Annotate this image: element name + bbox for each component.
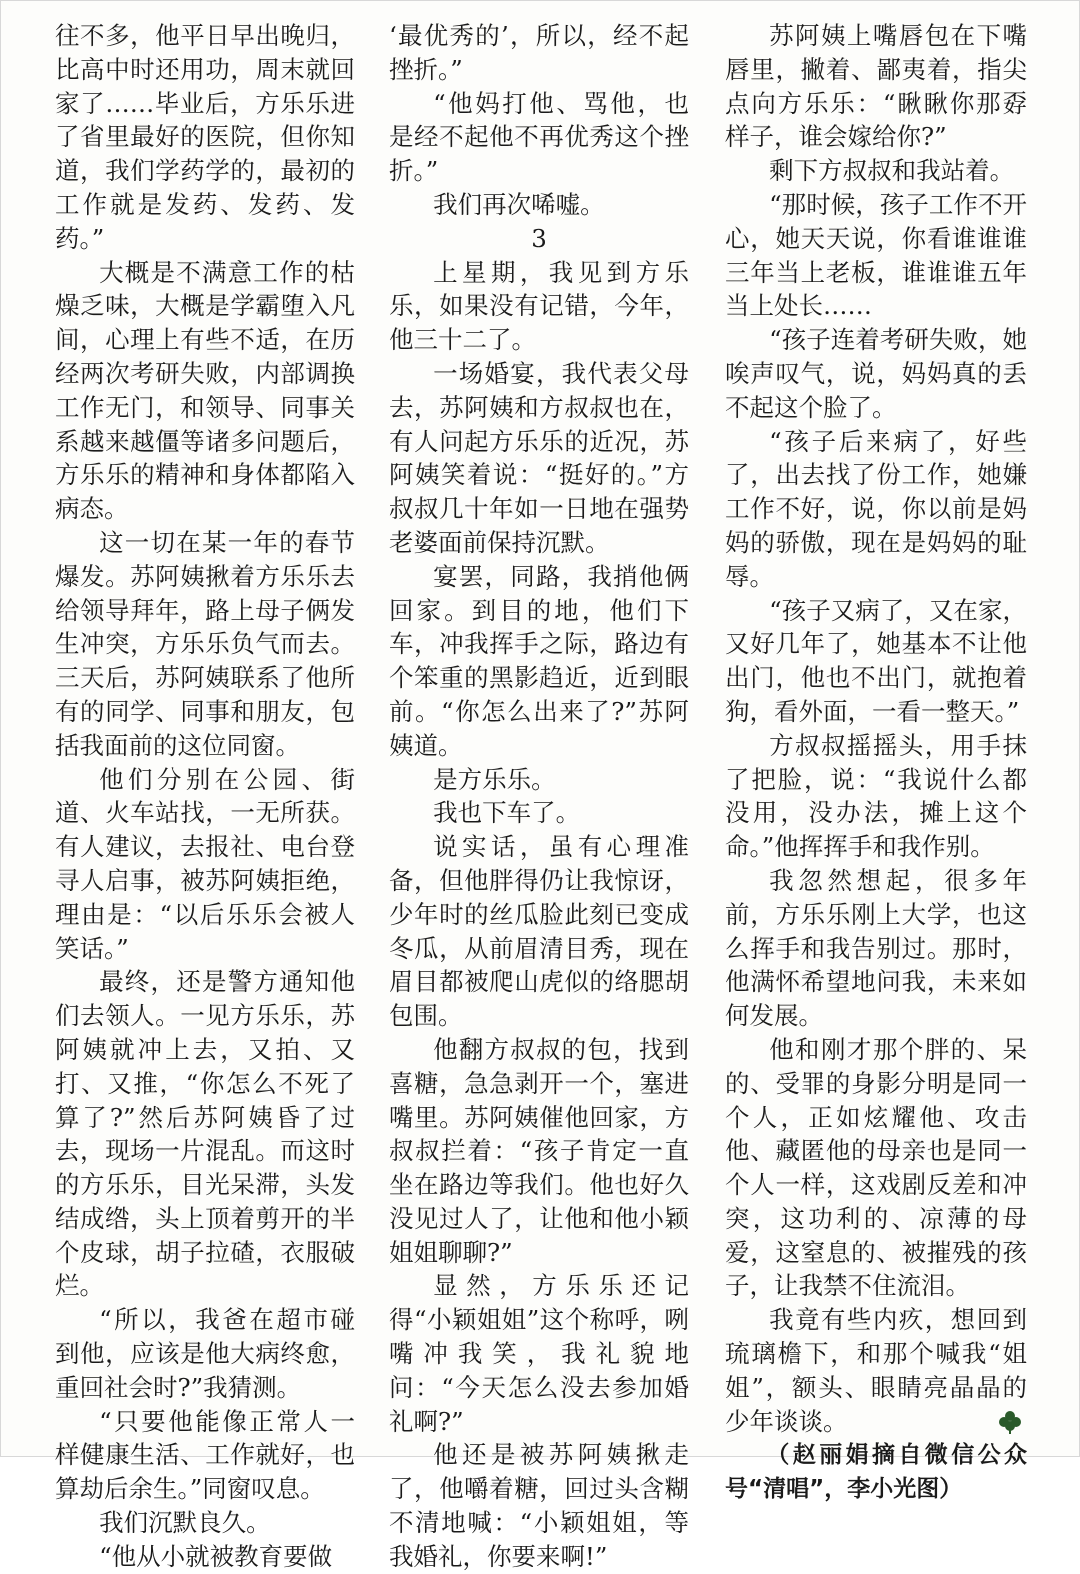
paragraph-text: “孩子连着考研失败，她唉声叹气，说，妈妈真的丢不起这个脸了。 bbox=[725, 325, 1027, 422]
body-paragraph bbox=[725, 594, 1027, 729]
paragraph-text: “只要他能像正常人一样健康生活、工作就好，也算劫后余生。”同窗叹息。 bbox=[55, 1406, 355, 1504]
paragraph-text: 方叔叔摇摇头，用手抹了把脸，说：“我说什么都没用，没办法，摊上这个命。”他挥挥手和我作别。 bbox=[725, 730, 1027, 862]
body-paragraph bbox=[725, 864, 1027, 1033]
paragraph-text: 他还是被苏阿姨揪走了，他嚼着糖，回过头含糊不清地喊：“小颖姐姐，等我婚礼，你要来啊!” bbox=[389, 1440, 689, 1571]
body-paragraph bbox=[389, 796, 689, 830]
body-paragraph bbox=[725, 154, 1027, 188]
text-column-2 bbox=[389, 19, 689, 1574]
body-paragraph bbox=[725, 425, 1027, 594]
body-paragraph bbox=[55, 526, 355, 763]
paragraph-text: “他妈打他、骂他，也是经不起他不再优秀这个挫折。” bbox=[389, 88, 689, 186]
body-paragraph bbox=[725, 19, 1027, 154]
body-paragraph bbox=[55, 1540, 355, 1574]
paragraph-text: 上星期，我见到方乐乐，如果没有记错，今年，他三十二了。 bbox=[389, 257, 689, 355]
paragraph-text: 宴罢，同路，我捎他俩回家。到目的地，他们下车，冲我挥手之际，路边有个笨重的黑影趋近，近到眼前。“你怎么出来了?”苏阿姨道。 bbox=[389, 561, 689, 760]
paragraph-text: 他和刚才那个胖的、呆的、受罪的身影分明是同一个人，正如炫耀他、攻击他、藏匿他的母亲也是同一个人一样，这戏剧反差和冲突，这功利的、凉薄的母爱，这窒息的、被摧残的孩子，让我禁不住流泪。 bbox=[725, 1034, 1027, 1301]
paragraph-text: 最终，还是警方通知他们去领人。一见方乐乐，苏阿姨就冲上去，又拍、又打、又推，“你怎么不死了算了?”然后苏阿姨昏了过去，现场一片混乱。而这时的方乐乐，目光呆滞，头发结成绺，头上顶着剪开的半个皮球，胡子拉碴，衣服破烂。 bbox=[55, 967, 355, 1301]
paragraph-text: “所以，我爸在超市碰到他，应该是他大病终愈，重回社会时?”我猜测。 bbox=[55, 1305, 355, 1402]
paragraph-text: 他翻方叔叔的包，找到喜糖，急急剥开一个，塞进嘴里。苏阿姨催他回家，方叔叔拦着：“孩子肯定一直坐在路边等我们。他也好久没见过人了，让他和他小颖姐姐聊聊?” bbox=[389, 1034, 689, 1267]
paragraph-text: 我们再次唏嘘。 bbox=[433, 189, 605, 219]
body-paragraph bbox=[55, 256, 355, 526]
paragraph-text: （赵丽娟摘自微信公众号“清唱”，李小光图） bbox=[725, 1442, 1027, 1503]
body-paragraph bbox=[389, 188, 689, 222]
body-paragraph bbox=[389, 1269, 689, 1438]
body-paragraph bbox=[725, 188, 1027, 323]
text-column-3 bbox=[725, 19, 1027, 1506]
body-paragraph bbox=[725, 1303, 1027, 1438]
body-paragraph bbox=[55, 1405, 355, 1506]
paragraph-text: 这一切在某一年的春节爆发。苏阿姨揪着方乐乐去给领导拜年，路上母子俩发生冲突，方乐乐负气而去。三天后，苏阿姨联系了他所有的同学、同事和朋友，包括我面前的这位同窗。 bbox=[55, 527, 355, 760]
section-number bbox=[389, 222, 689, 256]
paragraph-text: 他们分别在公园、街道、火车站找，一无所获。有人建议，去报社、电台登寻人启事，被苏阿姨拒绝，理由是：“以后乐乐会被人笑话。” bbox=[55, 764, 355, 963]
body-paragraph bbox=[55, 19, 355, 256]
paragraph-text: 我竟有些内疚，想回到琉璃檐下，和那个喊我“姐姐”，额头、眼睛亮晶晶的少年谈谈。 bbox=[725, 1305, 1027, 1436]
clover-end-icon bbox=[997, 1409, 1023, 1435]
body-paragraph bbox=[55, 965, 355, 1303]
paragraph-text: 苏阿姨上嘴唇包在下嘴唇里，撇着、鄙夷着，指尖点向方乐乐：“瞅瞅你那孬样子，谁会嫁给你?” bbox=[725, 21, 1027, 152]
body-paragraph bbox=[389, 560, 689, 763]
source-credit bbox=[725, 1438, 1027, 1506]
paragraph-text: 大概是不满意工作的枯燥乏味，大概是学霸堕入凡间，心理上有些不适，在历经两次考研失败，内部调换工作无门，和领导、同事关系越来越僵等诸多问题后，方乐乐的精神和身体都陷入病态。 bbox=[55, 257, 355, 524]
paragraph-text: 说实话，虽有心理准备，但他胖得仍让我惊讶，少年时的丝瓜脸此刻已变成冬瓜，从前眉清目秀，现在眉目都被爬山虎似的络腮胡包围。 bbox=[389, 832, 689, 1031]
paragraph-text: 我们沉默良久。 bbox=[99, 1508, 271, 1538]
text-column-1 bbox=[55, 19, 355, 1574]
paragraph-text: ‘最优秀的’，所以，经不起挫折。” bbox=[389, 21, 689, 84]
paragraph-text: “孩子又病了，又在家，又好几年了，她基本不让他出门，他也不出门，就抱着狗，看外面，一看一整天。” bbox=[725, 595, 1027, 726]
body-paragraph bbox=[389, 357, 689, 560]
paragraph-text: 剩下方叔叔和我站着。 bbox=[769, 156, 1015, 186]
paragraph-text: “那时候，孩子工作不开心，她天天说，你看谁谁谁三年当上老板，谁谁谁五年当上处长…… bbox=[725, 189, 1027, 321]
body-paragraph bbox=[55, 1303, 355, 1404]
body-paragraph bbox=[389, 256, 689, 357]
paragraph-text: “孩子后来病了，好些了，出去找了份工作，她嫌工作不好，说，你以前是妈妈的骄傲，现在是妈妈的耻辱。 bbox=[725, 426, 1027, 591]
paragraph-text: 3 bbox=[531, 223, 547, 253]
body-paragraph bbox=[389, 830, 689, 1033]
body-paragraph bbox=[389, 87, 689, 188]
body-paragraph bbox=[55, 763, 355, 966]
paragraph-text: 是方乐乐。 bbox=[433, 764, 556, 794]
body-paragraph bbox=[389, 763, 689, 797]
paragraph-text: 我也下车了。 bbox=[433, 798, 581, 828]
paragraph-text: 一场婚宴，我代表父母去，苏阿姨和方叔叔也在，有人问起方乐乐的近况，苏阿姨笑着说：“挺好的。”方叔叔几十年如一日地在强势老婆面前保持沉默。 bbox=[389, 358, 689, 557]
body-paragraph bbox=[725, 1033, 1027, 1303]
body-paragraph bbox=[389, 19, 689, 87]
paragraph-text: “他从小就被教育要做 bbox=[99, 1541, 333, 1571]
body-paragraph bbox=[725, 729, 1027, 864]
body-paragraph bbox=[55, 1506, 355, 1540]
body-paragraph bbox=[725, 323, 1027, 424]
paragraph-text: 显然，方乐乐还记得“小颖姐姐”这个称呼，咧嘴冲我笑，我礼貌地问：“今天怎么没去参加婚礼啊?” bbox=[389, 1271, 689, 1436]
paragraph-text: 往不多，他平日早出晚归，比高中时还用功，周末就回家了……毕业后，方乐乐进了省里最好的医院，但你知道，我们学药学的，最初的工作就是发药、发药、发药。” bbox=[55, 21, 355, 253]
body-paragraph bbox=[389, 1033, 689, 1270]
paragraph-text: 我忽然想起，很多年前，方乐乐刚上大学，也这么挥手和我告别过。那时，他满怀希望地问我，未来如何发展。 bbox=[725, 865, 1027, 1031]
body-paragraph bbox=[389, 1438, 689, 1573]
